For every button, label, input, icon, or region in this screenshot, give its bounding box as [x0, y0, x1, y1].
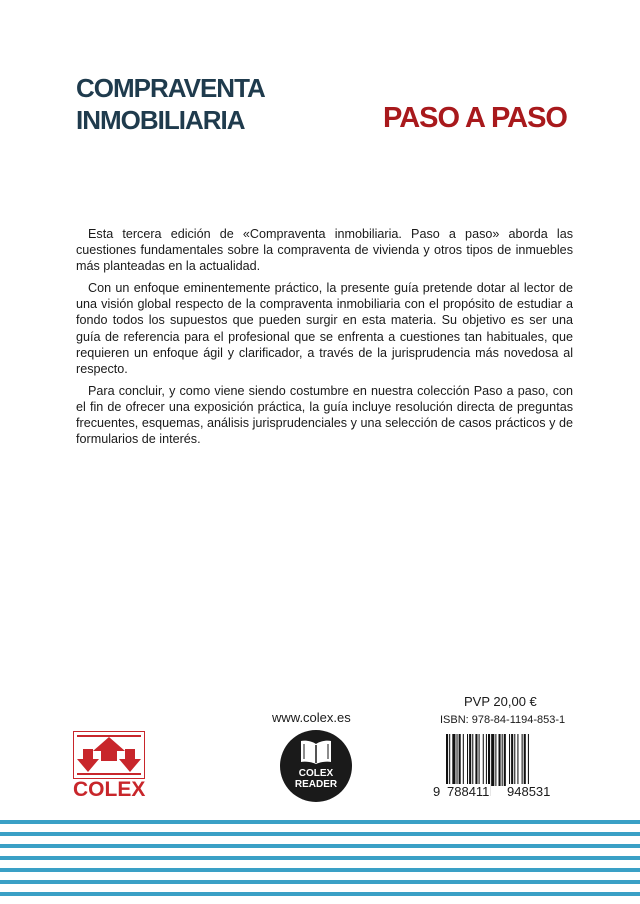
stripe	[0, 856, 640, 860]
book-title-line1: COMPRAVENTA	[76, 73, 265, 103]
barcode-bar	[452, 734, 455, 786]
stripe	[0, 844, 640, 848]
barcode-bar	[483, 734, 484, 786]
colex-reader-badge	[280, 730, 352, 802]
barcode-digits-right: 948531	[507, 784, 551, 799]
stripe	[0, 832, 640, 836]
barcode-digit-first: 9	[433, 784, 441, 799]
barcode-bar	[467, 734, 468, 786]
stripe	[0, 868, 640, 872]
isbn-label: ISBN: 978-84-1194-853-1	[440, 714, 566, 726]
book-title	[76, 72, 265, 136]
bottom-stripes	[0, 820, 640, 904]
barcode-bar	[511, 734, 513, 786]
barcode-bar	[502, 734, 503, 786]
colex-arrows-icon	[73, 731, 145, 779]
blurb-paragraph-3: Para concluir, y como viene siendo costumbre en nuestra colección Paso a paso, con el fin de ofrecer una exposición práctica, la guía incluye resolución directa de preguntas frecuentes, esquemas, análisis jurisprudenciales y una selección de casos prácticos y de formularios de interés.	[76, 383, 573, 447]
back-cover-blurb	[76, 226, 573, 453]
reader-line2: READER	[294, 779, 338, 790]
stripe	[0, 880, 640, 884]
barcode-bar	[514, 734, 515, 786]
book-title-line2: INMOBILIARIA	[76, 105, 245, 135]
barcode-bar	[479, 734, 480, 786]
stripe	[0, 820, 640, 824]
barcode-bar	[463, 734, 464, 786]
publisher-name: COLEX	[73, 778, 146, 801]
barcode-bar	[504, 734, 506, 786]
barcode-bar	[472, 734, 473, 786]
colex-logo-mark	[73, 731, 145, 779]
barcode-bar	[522, 734, 523, 786]
barcode-bar	[517, 734, 518, 786]
barcode-bar	[459, 734, 461, 786]
barcode-bar	[499, 734, 501, 786]
publisher-website[interactable]: www.colex.es	[272, 710, 351, 725]
price-label: PVP 20,00 €	[464, 694, 537, 709]
barcode-bar	[469, 734, 471, 786]
open-book-icon	[298, 738, 334, 766]
blurb-paragraph-1: Esta tercera edición de «Compraventa inmobiliaria. Paso a paso» aborda las cuestiones fundamentales sobre la compraventa de vivienda y otros tipos de inmuebles más planteadas en la actualidad.	[76, 227, 573, 274]
barcode-bar	[524, 734, 526, 786]
barcode-bar	[491, 734, 494, 786]
colex-logo	[73, 731, 147, 801]
series-title: PASO A PASO	[383, 102, 567, 134]
barcode-bar	[475, 734, 477, 786]
barcode-digits-left: 788411	[447, 784, 490, 799]
stripe	[0, 892, 640, 896]
reader-line1: COLEX	[298, 768, 334, 779]
blurb-paragraph-2: Con un enfoque eminentemente práctico, la presente guía pretende dotar al lector de una visión global respecto de la compraventa inmobiliaria con el propósito de estudiar a fondo todos los supuestos que pueden surgir en esta materia. Su objetivo es ser una guía de referencia para el profesional que se enfrenta a cuestiones tan habituales, que requieren un enfoque ágil y clarificador, a través de la jurisprudencia más novedosa al respecto.	[76, 281, 573, 376]
barcode-bar	[509, 734, 510, 786]
barcode-bar	[495, 734, 496, 786]
barcode-bar	[457, 734, 458, 786]
